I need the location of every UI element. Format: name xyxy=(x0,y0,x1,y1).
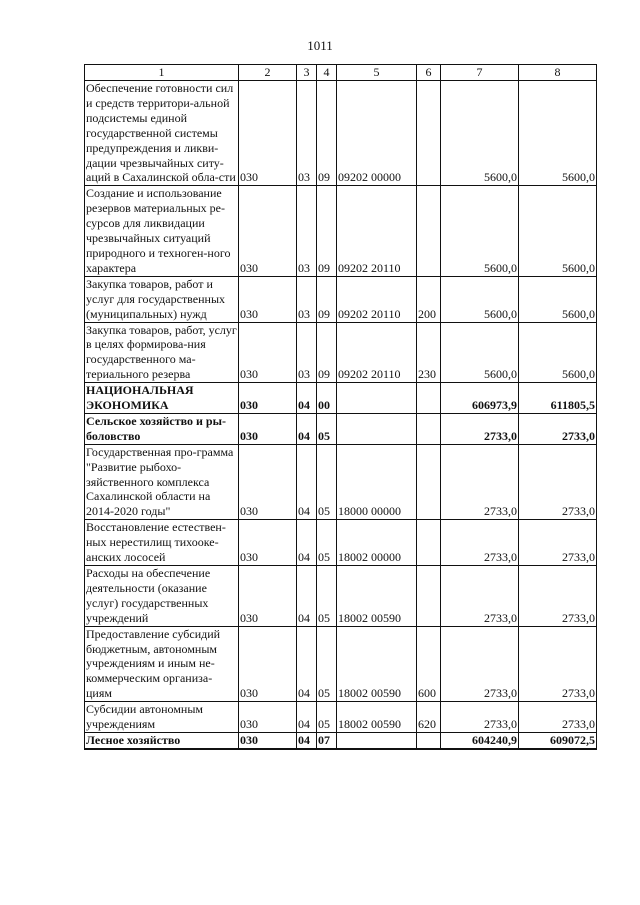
amount-year-1: 2733,0 xyxy=(441,444,519,520)
section-code: 04 xyxy=(297,383,317,414)
amount-year-1: 2733,0 xyxy=(441,702,519,733)
page-number: 1011 xyxy=(307,38,333,53)
row-name: Сельское хозяйство и ры-боловство xyxy=(85,413,239,444)
amount-year-2: 2733,0 xyxy=(519,520,597,566)
table-row xyxy=(85,276,597,322)
expense-type-code: 230 xyxy=(417,322,441,383)
amount-year-2: 5600,0 xyxy=(519,186,597,276)
table-row xyxy=(85,520,597,566)
amount-year-2: 2733,0 xyxy=(519,626,597,702)
amount-year-1: 604240,9 xyxy=(441,732,519,748)
expense-type-code xyxy=(417,186,441,276)
column-header: 6 xyxy=(417,65,441,81)
table-row xyxy=(85,444,597,520)
section-code: 04 xyxy=(297,732,317,748)
expense-type-code xyxy=(417,383,441,414)
column-header: 5 xyxy=(337,65,417,81)
subsection-code: 00 xyxy=(317,383,337,414)
column-header: 8 xyxy=(519,65,597,81)
row-name: Закупка товаров, работ, услуг в целях формирова-ния государственного ма-териального резерва xyxy=(86,322,237,382)
target-article-code: 18002 00590 xyxy=(337,626,417,702)
expense-type-code xyxy=(417,444,441,520)
amount-year-2: 611805,5 xyxy=(519,383,597,414)
budget-table xyxy=(84,64,597,750)
subsection-code: 09 xyxy=(317,322,337,383)
row-name: Обеспечение готовности сил и средств территори-альной подсистемы единой государственной системы предупреждения и ликви-дации чрезвычайных ситу-аций в Сахалинской обла-сти xyxy=(85,81,239,186)
section-code: 04 xyxy=(297,520,317,566)
row-name: Предоставление субсидий бюджетным, автономным учреждениям и иным не-коммерческим организа-циям xyxy=(85,626,239,702)
amount-year-1: 5600,0 xyxy=(441,186,519,276)
table-row xyxy=(85,566,597,627)
ministry-code: 030 xyxy=(239,732,297,748)
subsection-code: 07 xyxy=(317,732,337,748)
row-name: Лесное хозяйство xyxy=(85,732,239,748)
target-article-code: 18002 00590 xyxy=(337,566,417,627)
subsection-code: 05 xyxy=(317,520,337,566)
section-code: 04 xyxy=(297,413,317,444)
table-row xyxy=(85,322,597,383)
table-row xyxy=(85,413,597,444)
amount-year-2: 2733,0 xyxy=(519,413,597,444)
expense-type-code xyxy=(417,520,441,566)
table-row xyxy=(85,81,597,186)
amount-year-1: 2733,0 xyxy=(441,413,519,444)
amount-year-2: 5600,0 xyxy=(519,322,597,383)
expense-type-code: 200 xyxy=(417,276,441,322)
subsection-code: 05 xyxy=(317,702,337,733)
amount-year-2: 2733,0 xyxy=(519,702,597,733)
expense-type-code xyxy=(417,566,441,627)
target-article-code: 18000 00000 xyxy=(337,444,417,520)
target-article-code: 18002 00590 xyxy=(337,702,417,733)
target-article-code: 09202 20110 xyxy=(337,276,417,322)
amount-year-1: 5600,0 xyxy=(441,81,519,186)
expense-type-code: 620 xyxy=(417,702,441,733)
target-article-code: 09202 20110 xyxy=(337,322,417,383)
ministry-code: 030 xyxy=(239,81,297,186)
ministry-code: 030 xyxy=(239,702,297,733)
subsection-code: 09 xyxy=(317,81,337,186)
ministry-code: 030 xyxy=(239,322,297,383)
row-name: НАЦИОНАЛЬНАЯ ЭКОНОМИКА xyxy=(85,383,239,414)
amount-year-1: 2733,0 xyxy=(441,520,519,566)
row-name: Государственная про-грамма "Развитие рыбохо-зяйственного комплекса Сахалинской области на 2014-2020 годы" xyxy=(85,444,239,520)
subsection-code: 05 xyxy=(317,444,337,520)
amount-year-2: 2733,0 xyxy=(519,444,597,520)
section-code: 03 xyxy=(297,322,317,383)
table-row xyxy=(85,626,597,702)
ministry-code: 030 xyxy=(239,413,297,444)
table-row xyxy=(85,186,597,276)
column-header: 3 xyxy=(297,65,317,81)
row-name: Восстановление естествен-ных нерестилищ тихооке-анских лососей xyxy=(85,520,239,566)
section-code: 03 xyxy=(297,81,317,186)
table-row xyxy=(85,702,597,733)
section-code: 04 xyxy=(297,626,317,702)
ministry-code: 030 xyxy=(239,186,297,276)
column-header: 1 xyxy=(85,65,239,81)
amount-year-2: 5600,0 xyxy=(519,276,597,322)
target-article-code xyxy=(337,413,417,444)
expense-type-code: 600 xyxy=(417,626,441,702)
amount-year-1: 2733,0 xyxy=(441,626,519,702)
section-code: 03 xyxy=(297,186,317,276)
subsection-code: 09 xyxy=(317,186,337,276)
table-row xyxy=(85,732,597,748)
table-row xyxy=(85,383,597,414)
amount-year-1: 606973,9 xyxy=(441,383,519,414)
subsection-code: 05 xyxy=(317,566,337,627)
row-name: Закупка товаров, работ и услуг для государственных (муниципальных) нужд xyxy=(85,276,239,322)
ministry-code: 030 xyxy=(239,383,297,414)
subsection-code: 05 xyxy=(317,626,337,702)
target-article-code: 09202 00000 xyxy=(337,81,417,186)
row-name: Субсидии автономным учреждениям xyxy=(85,702,239,733)
section-code: 04 xyxy=(297,444,317,520)
ministry-code: 030 xyxy=(239,444,297,520)
target-article-code xyxy=(337,732,417,748)
expense-type-code xyxy=(417,732,441,748)
expense-type-code xyxy=(417,413,441,444)
row-name: Создание и использование резервов материальных ре-сурсов для ликвидации чрезвычайных ситуаций природного и техноген-ного характера xyxy=(85,186,239,276)
amount-year-2: 5600,0 xyxy=(519,81,597,186)
column-header: 7 xyxy=(441,65,519,81)
amount-year-2: 609072,5 xyxy=(519,732,597,748)
target-article-code: 09202 20110 xyxy=(337,186,417,276)
target-article-code: 18002 00000 xyxy=(337,520,417,566)
subsection-code: 05 xyxy=(317,413,337,444)
section-code: 03 xyxy=(297,276,317,322)
row-name: Расходы на обеспечение деятельности (оказание услуг) государственных учреждений xyxy=(85,566,239,627)
header-row xyxy=(85,65,597,81)
section-code: 04 xyxy=(297,702,317,733)
ministry-code: 030 xyxy=(239,626,297,702)
column-header: 4 xyxy=(317,65,337,81)
amount-year-1: 5600,0 xyxy=(441,322,519,383)
ministry-code: 030 xyxy=(239,276,297,322)
amount-year-2: 2733,0 xyxy=(519,566,597,627)
column-header: 2 xyxy=(239,65,297,81)
ministry-code: 030 xyxy=(239,520,297,566)
ministry-code: 030 xyxy=(239,566,297,627)
expense-type-code xyxy=(417,81,441,186)
amount-year-1: 5600,0 xyxy=(441,276,519,322)
amount-year-1: 2733,0 xyxy=(441,566,519,627)
subsection-code: 09 xyxy=(317,276,337,322)
section-code: 04 xyxy=(297,566,317,627)
target-article-code xyxy=(337,383,417,414)
